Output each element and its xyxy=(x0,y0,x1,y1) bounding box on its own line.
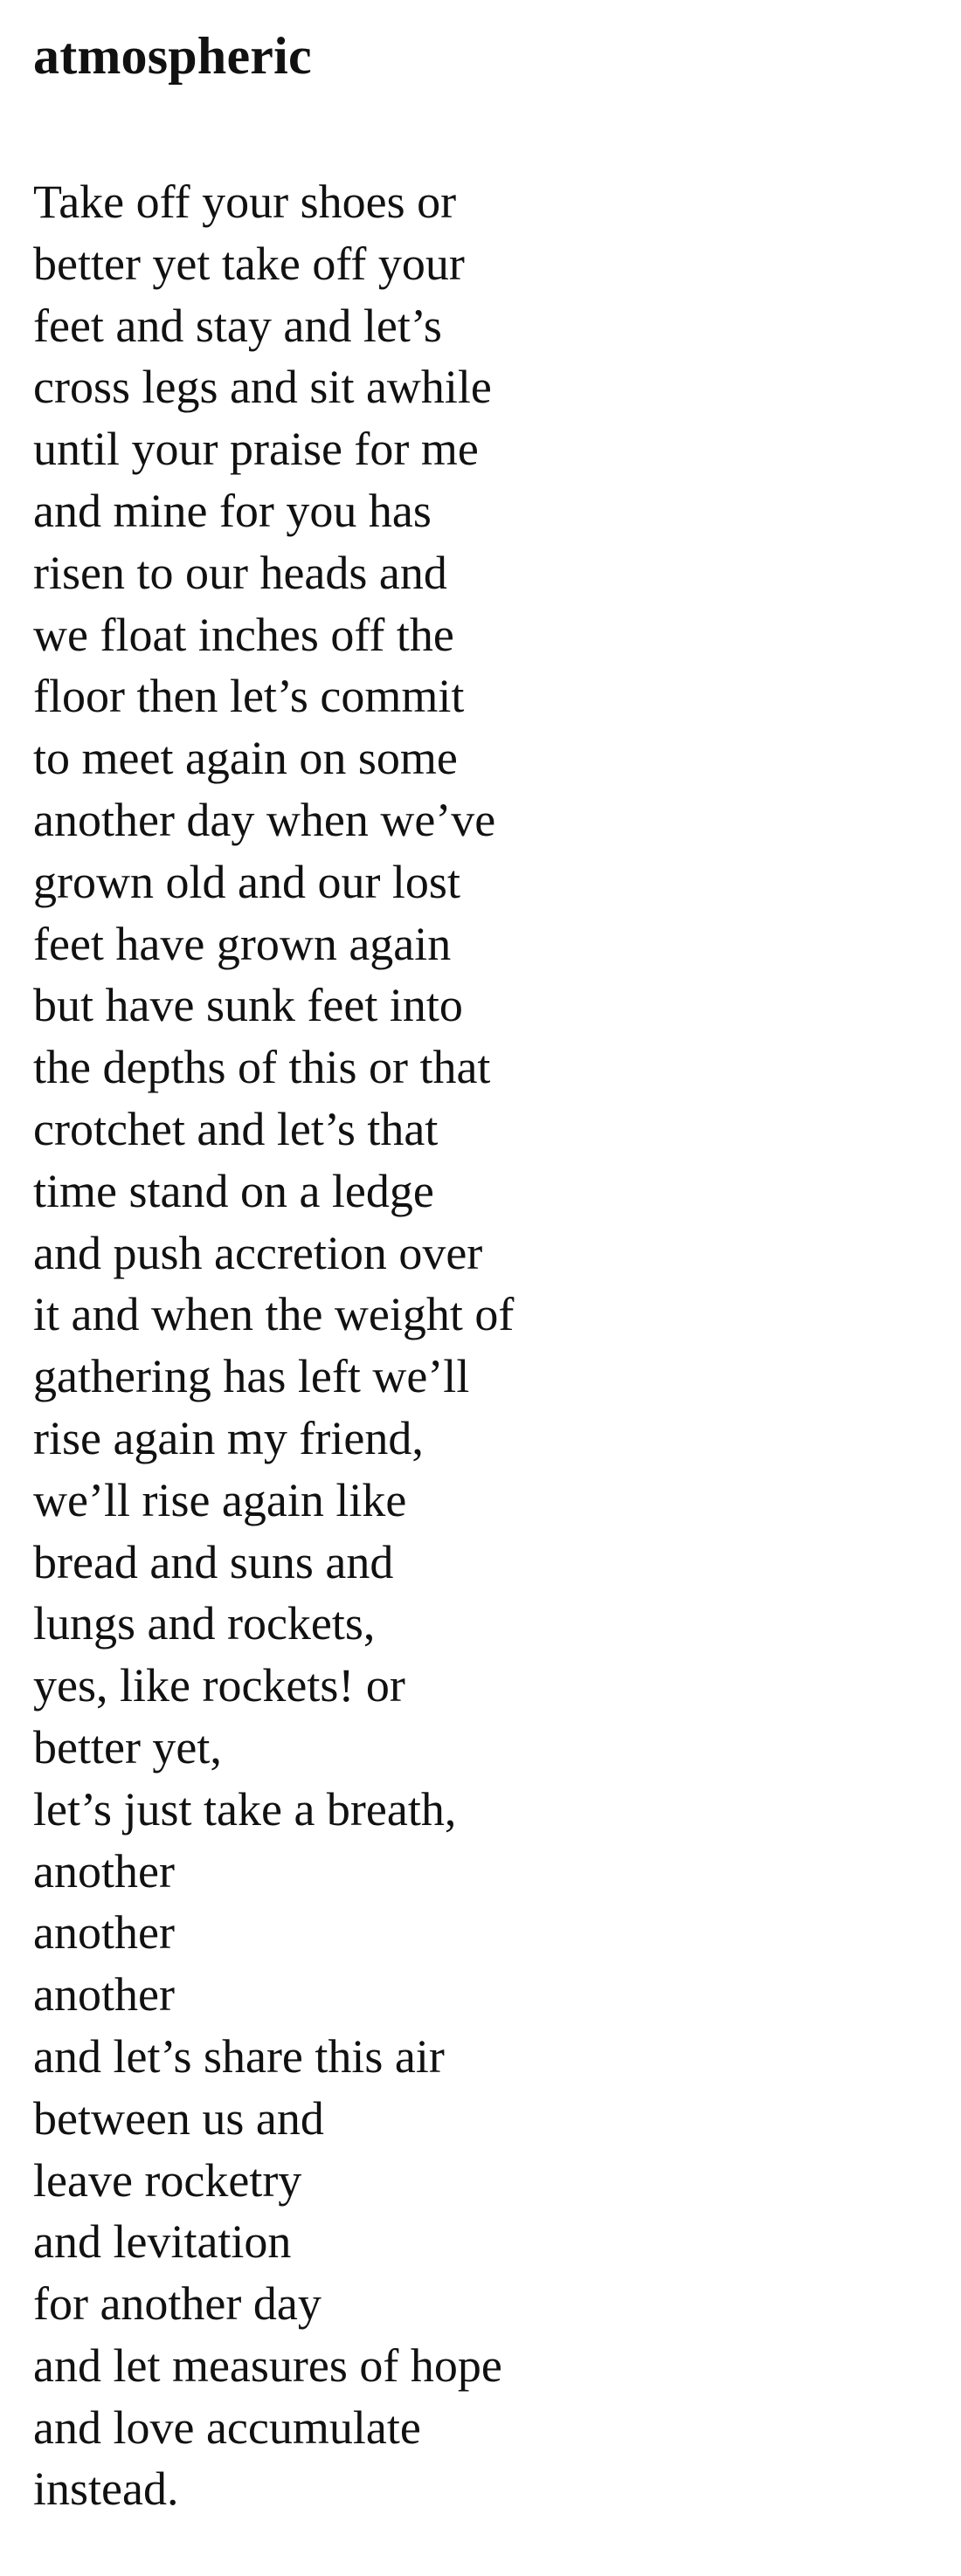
poem-line: the depths of this or that xyxy=(33,1041,491,1094)
poem-line: between us and xyxy=(33,2091,324,2145)
poem-line: leave rocketry xyxy=(33,2153,302,2207)
poem-title: atmospheric xyxy=(33,27,312,85)
poem-line: better yet take off your xyxy=(33,237,465,290)
poem-line: it and when the weight of xyxy=(33,1288,515,1341)
poem-line: crotchet and let’s that xyxy=(33,1102,439,1155)
poem-line: yes, like rockets! or xyxy=(33,1659,405,1712)
poem-line: feet and stay and let’s xyxy=(33,299,442,352)
poem-line: and push accretion over xyxy=(33,1226,483,1279)
poem-line: another xyxy=(33,1906,175,1960)
poem-line: bread and suns and xyxy=(33,1535,394,1588)
poem-line: grown old and our lost xyxy=(33,855,460,908)
poem-line: and love accumulate xyxy=(33,2400,421,2454)
poem-line: but have sunk feet into xyxy=(33,979,463,1032)
poem-line: another xyxy=(33,1968,175,2022)
poem-line: another xyxy=(33,1844,175,1898)
poem-line: instead. xyxy=(33,2462,179,2516)
poem-line: let’s just take a breath, xyxy=(33,1782,457,1836)
poem-line: risen to our heads and xyxy=(33,546,447,599)
poem-line: another day when we’ve xyxy=(33,793,496,846)
poem-line: rise again my friend, xyxy=(33,1411,424,1464)
poem-line: lungs and rockets, xyxy=(33,1597,376,1650)
poem-line: better yet, xyxy=(33,1720,222,1774)
poem-line: to meet again on some xyxy=(33,732,458,785)
poem-line: feet have grown again xyxy=(33,917,452,970)
poem-line: time stand on a ledge xyxy=(33,1164,434,1217)
poem-line: we float inches off the xyxy=(33,608,454,661)
poem-line: for another day xyxy=(33,2277,321,2331)
poem-line: and mine for you has xyxy=(33,484,432,537)
poem-line: we’ll rise again like xyxy=(33,1473,407,1526)
poem-line: until your praise for me xyxy=(33,423,479,476)
poem-line: cross legs and sit awhile xyxy=(33,361,492,414)
poem-body xyxy=(33,171,514,2520)
poem-line: floor then let’s commit xyxy=(33,670,465,723)
poem-line: Take off your shoes or xyxy=(33,176,457,228)
poem-line: and levitation xyxy=(33,2215,292,2269)
poem-line: and let’s share this air xyxy=(33,2029,445,2083)
poem-line: gathering has left we’ll xyxy=(33,1350,470,1403)
poem-line: and let measures of hope xyxy=(33,2338,502,2392)
